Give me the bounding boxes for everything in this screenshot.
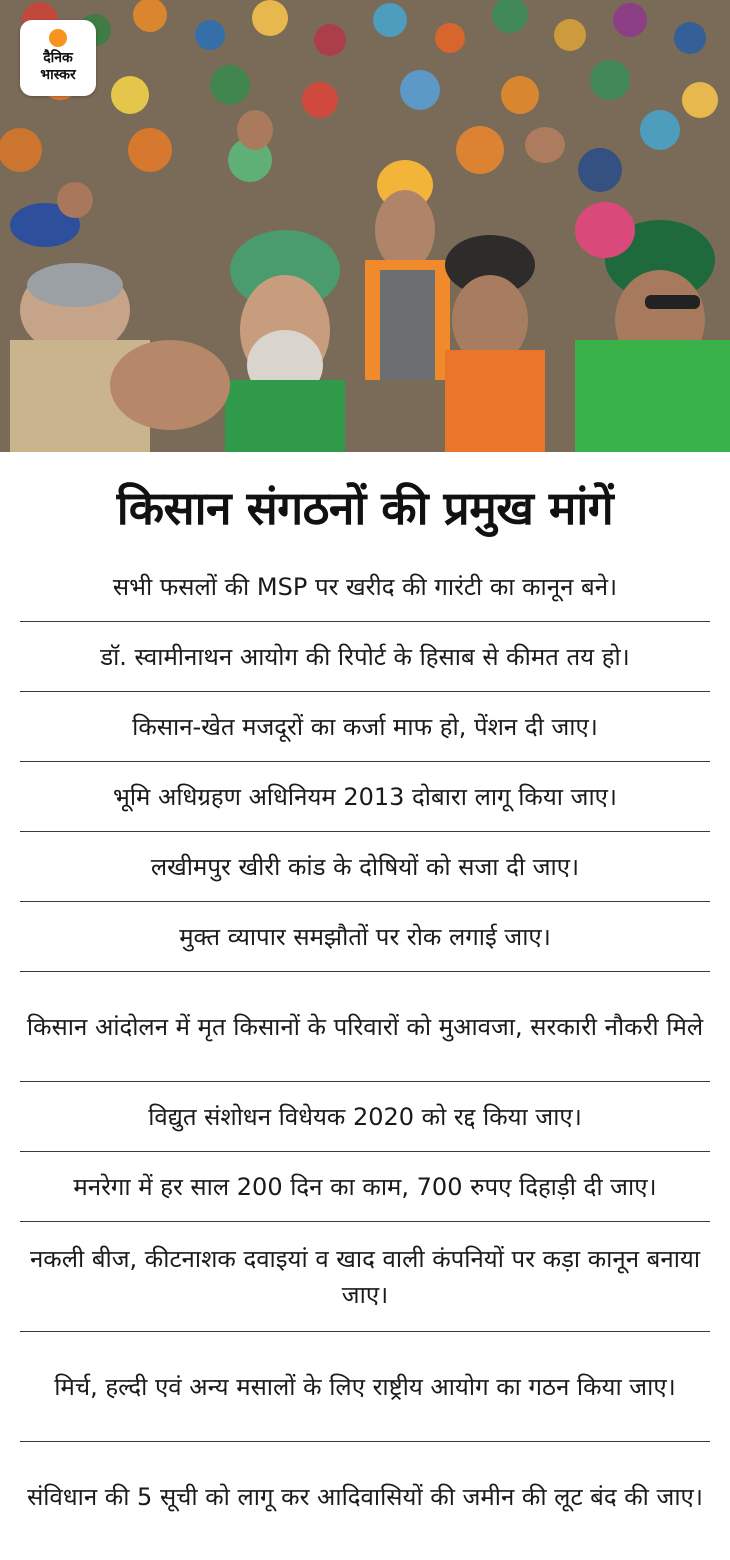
- sun-icon: [49, 29, 67, 47]
- demand-item: मिर्च, हल्दी एवं अन्य मसालों के लिए राष्ट्रीय आयोग का गठन किया जाए।: [20, 1332, 710, 1442]
- demand-item: मनरेगा में हर साल 200 दिन का काम, 700 रुपए दिहाड़ी दी जाए।: [20, 1152, 710, 1222]
- page-title: किसान संगठनों की प्रमुख मांगें: [116, 481, 614, 535]
- dainik-bhaskar-logo: [20, 20, 96, 96]
- farmers-protest-photo: [0, 0, 730, 452]
- demand-item: किसान आंदोलन में मृत किसानों के परिवारों को मुआवजा, सरकारी नौकरी मिले: [20, 972, 710, 1082]
- demand-item: विद्युत संशोधन विधेयक 2020 को रद्द किया जाए।: [20, 1082, 710, 1152]
- demand-item: संविधान की 5 सूची को लागू कर आदिवासियों की जमीन की लूट बंद की जाए।: [27, 1483, 703, 1511]
- demand-item: भूमि अधिग्रहण अधिनियम 2013 दोबारा लागू किया जाए।: [20, 762, 710, 832]
- demand-item: नकली बीज, कीटनाशक दवाइयां व खाद वाली कंपनियों पर कड़ा कानून बनाया जाए।: [20, 1222, 710, 1332]
- demand-item: डॉ. स्वामीनाथन आयोग की रिपोर्ट के हिसाब से कीमत तय हो।: [20, 622, 710, 692]
- logo-line-1: दैनिक: [43, 50, 73, 66]
- demand-item: सभी फसलों की MSP पर खरीद की गारंटी का कानून बने।: [20, 552, 710, 622]
- demand-item: किसान-खेत मजदूरों का कर्जा माफ हो, पेंशन दी जाए।: [20, 692, 710, 762]
- demand-item: मुक्त व्यापार समझौतों पर रोक लगाई जाए।: [20, 902, 710, 972]
- demands-list: [20, 552, 710, 1552]
- logo-text: [20, 50, 96, 84]
- logo-line-2: भास्कर: [40, 67, 76, 83]
- demand-item: लखीमपुर खीरी कांड के दोषियों को सजा दी जाए।: [20, 832, 710, 902]
- header-photo: [0, 0, 730, 452]
